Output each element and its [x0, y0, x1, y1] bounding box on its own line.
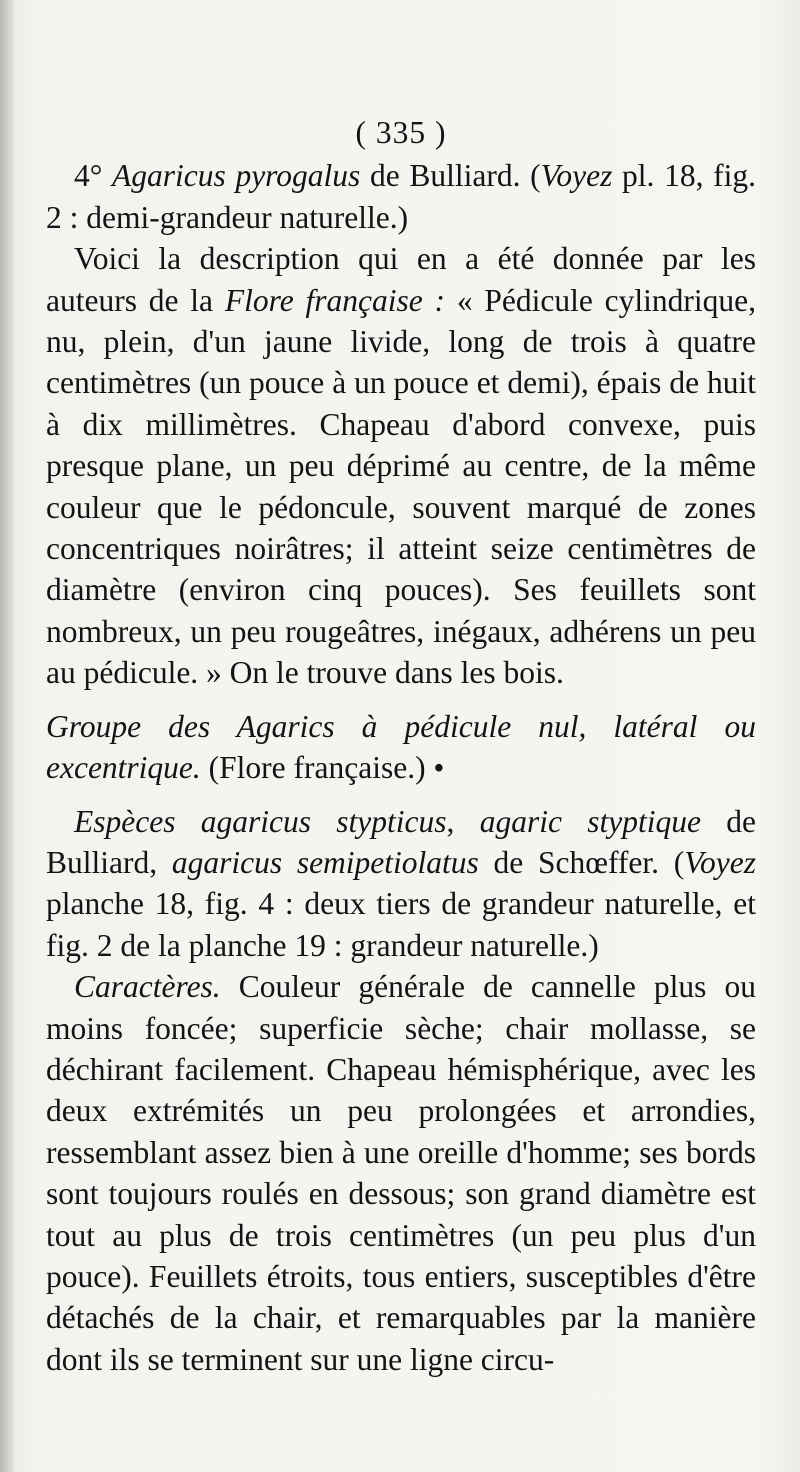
text-run: Voici la description qui en a été donnée par les auteurs de la — [46, 241, 756, 318]
page-number: ( 335 ) — [355, 115, 447, 150]
book-spine-shadow — [0, 0, 14, 1472]
italic-text-run: Agaricus pyrogalus — [112, 158, 361, 194]
italic-text-run: agaric styptique — [479, 803, 701, 839]
text-run: de Bulliard, — [46, 803, 756, 880]
text-run: pl. 18, fig. 2 : demi-grandeur naturelle.) — [46, 158, 756, 235]
text-run: , — [446, 803, 480, 839]
italic-text-run: Voyez — [540, 158, 613, 194]
italic-text-run: Flore française : — [224, 282, 446, 318]
text-run: 4° — [74, 158, 113, 194]
paragraph-especes-stypticus — [46, 801, 756, 967]
italic-text-run: agaricus semipetiolatus — [171, 844, 479, 880]
page-text-block — [46, 112, 756, 1380]
text-run: planche 18, fig. 4 : deux tiers de grandeur naturelle, et fig. 2 de la planche 19 : grandeur naturelle.) — [46, 886, 756, 963]
italic-text-run: Groupe des Agarics à pédicule nul, latéral ou excentrique. — [46, 708, 756, 786]
italic-text-run: Espèces agaricus stypticus — [74, 803, 447, 839]
paragraph-description — [46, 238, 756, 693]
text-run: de Bulliard. ( — [360, 158, 541, 194]
text-run: « Pédicule cylindrique, nu, plein, d'un jaune livide, long de trois à quatre centimètres (un pouce à un pouce et demi), épais de huit à dix millimètres. Chapeau d'abord convexe, puis presque plane, un peu déprimé au centre, de la même couleur que le pédoncule, souvent marqué de zones concentriques noirâtres; il atteint seize centimètres de diamètre (environ cinq pouces). Ses feuillets sont nombreux, un peu rougeâtres, inégaux, adhérens un peu au pédicule. » On le trouve dans les bois. — [46, 282, 756, 691]
section-gap — [46, 789, 756, 801]
paragraph-agaricus-pyrogalus — [46, 155, 756, 238]
italic-text-run: Voyez — [684, 844, 756, 880]
text-run: Couleur générale de cannelle plus ou moins foncée; superficie sèche; chair mollasse, se déchirant facilement. Chapeau hémisphérique, avec les deux extrémités un peu prolongées et arrondies, ressemblant assez bien à une oreille d'homme; ses bords sont toujours roulés en dessous; son grand diamètre est tout au plus de trois centimètres (un peu plus d'un pouce). Feuillets étroits, tous entiers, susceptibles d'être détachés de la chair, et remarquables par la manière dont ils se terminent sur une ligne circu- — [46, 969, 756, 1377]
section-heading-agarics-pedicule-nul — [46, 706, 756, 789]
text-run: (Flore française.) • — [200, 750, 445, 786]
italic-text-run: Caractères. — [74, 969, 221, 1005]
section-gap — [46, 694, 756, 706]
text-run: de Schœffer. ( — [478, 844, 685, 880]
paragraph-caracteres — [46, 966, 756, 1380]
